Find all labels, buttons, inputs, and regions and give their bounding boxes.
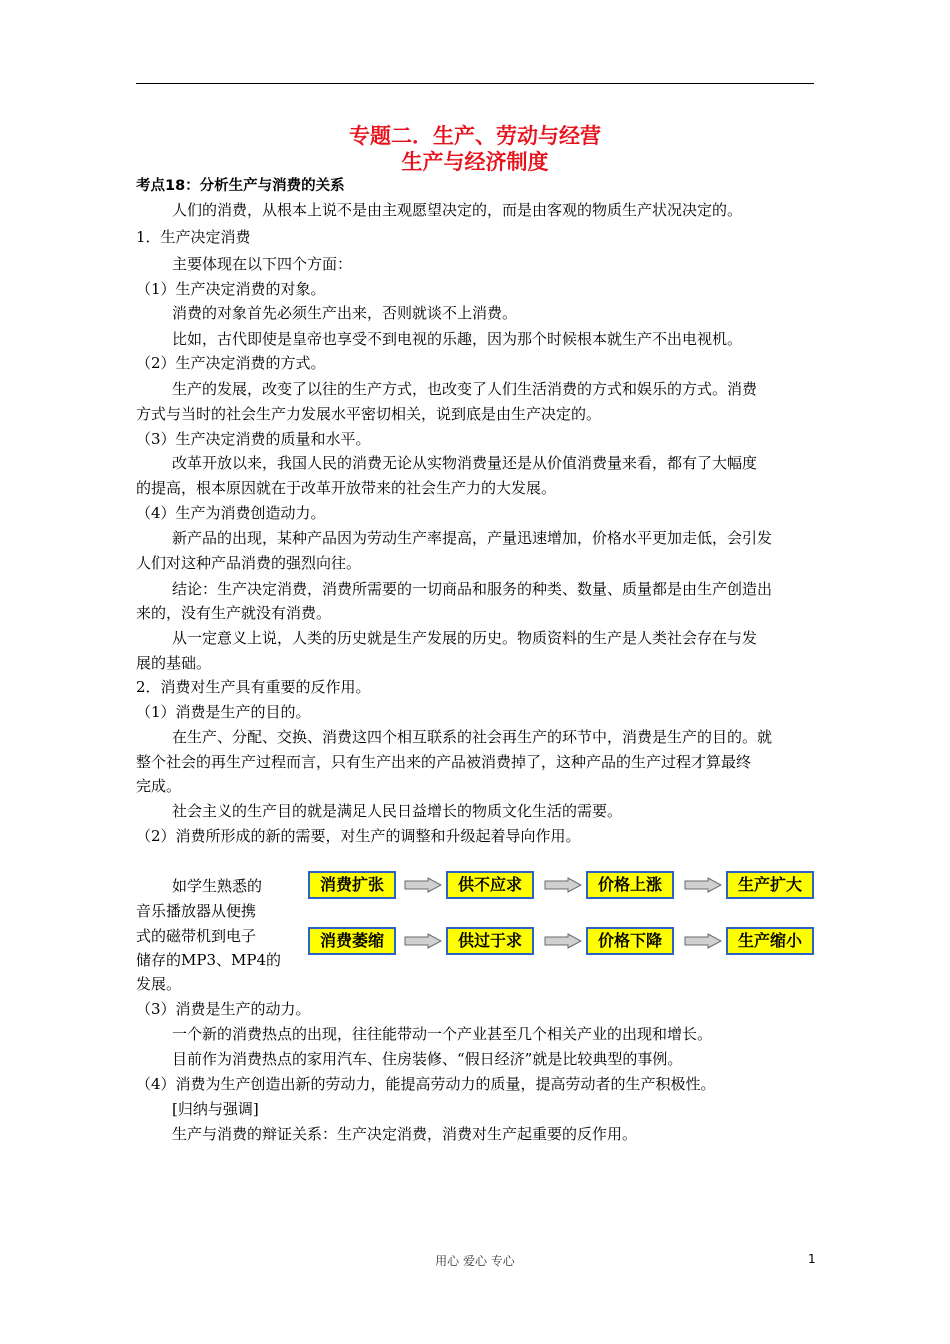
subsection-heading: （3）生产决定消费的质量和水平。 xyxy=(136,430,371,448)
page-number: 1 xyxy=(808,1252,816,1266)
side-text-line: 储存的MP3、MP4的 xyxy=(136,951,281,969)
kaodian-heading: 考点18：分析生产与消费的关系 xyxy=(136,178,345,194)
paragraph-line: 主要体现在以下四个方面： xyxy=(172,255,353,273)
flow-box-supply-exceeds-demand: 供过于求 xyxy=(446,927,534,955)
paragraph-line: 生产的发展，改变了以往的生产方式，也改变了人们生活消费的方式和娱乐的方式。消费 xyxy=(172,380,758,398)
paragraph-line: 人们的消费，从根本上说不是由主观愿望决定的，而是由客观的物质生产状况决定的。 xyxy=(172,201,743,219)
subsection-heading: （2）生产决定消费的方式。 xyxy=(136,354,326,372)
side-text-line: 如学生熟悉的 xyxy=(172,877,263,895)
paragraph-line: 人们对这种产品消费的强烈向往。 xyxy=(136,554,362,572)
arrow-right-icon xyxy=(544,933,582,949)
paragraph-line: 展的基础。 xyxy=(136,654,212,672)
paragraph-line: 社会主义的生产目的就是满足人民日益增长的物质文化生活的需要。 xyxy=(172,802,623,820)
subsection-heading: （3）消费是生产的动力。 xyxy=(136,1000,311,1018)
flow-box-demand-exceeds-supply: 供不应求 xyxy=(446,871,534,899)
paragraph-line: 方式与当时的社会生产力发展水平密切相关，说到底是由生产决定的。 xyxy=(136,405,602,423)
paragraph-line: 的提高，根本原因就在于改革开放带来的社会生产力的大发展。 xyxy=(136,479,557,497)
paragraph-line: 目前作为消费热点的家用汽车、住房装修、“假日经济”就是比较典型的事例。 xyxy=(172,1050,683,1068)
flow-box-production-expand: 生产扩大 xyxy=(726,871,814,899)
section-heading: 2．消费对生产具有重要的反作用。 xyxy=(136,678,371,696)
section-heading: 1．生产决定消费 xyxy=(136,228,251,246)
flow-box-production-shrink: 生产缩小 xyxy=(726,927,814,955)
paragraph-line: 完成。 xyxy=(136,777,182,795)
paragraph-line: 消费的对象首先必须生产出来，否则就谈不上消费。 xyxy=(172,304,518,322)
flow-box-price-rise: 价格上涨 xyxy=(586,871,674,899)
paragraph-line: 在生产、分配、交换、消费这四个相互联系的社会再生产的环节中，消费是生产的目的。就 xyxy=(172,728,773,746)
arrow-right-icon xyxy=(404,877,442,893)
arrow-right-icon xyxy=(684,877,722,893)
subsection-heading: （1）消费是生产的目的。 xyxy=(136,703,311,721)
header-rule xyxy=(136,83,814,84)
paragraph-line: 整个社会的再生产过程而言，只有生产出来的产品被消费掉了，这种产品的生产过程才算最终 xyxy=(136,753,752,771)
subsection-heading: （4）生产为消费创造动力。 xyxy=(136,504,326,522)
flow-box-consumption-expand: 消费扩张 xyxy=(308,871,396,899)
paragraph-line: 结论：生产决定消费，消费所需要的一切商品和服务的种类、数量、质量都是由生产创造出 xyxy=(172,580,773,598)
side-text-line: 音乐播放器从便携 xyxy=(136,902,257,920)
flow-box-consumption-shrink: 消费萎缩 xyxy=(308,927,396,955)
paragraph-line: 改革开放以来，我国人民的消费无论从实物消费量还是从价值消费量来看，都有了大幅度 xyxy=(172,454,758,472)
paragraph-line: 一个新的消费热点的出现，往往能带动一个产业甚至几个相关产业的出现和增长。 xyxy=(172,1025,713,1043)
paragraph-line: 新产品的出现，某种产品因为劳动生产率提高，产量迅速增加，价格水平更加走低，会引发 xyxy=(172,529,773,547)
subsection-heading: （1）生产决定消费的对象。 xyxy=(136,280,326,298)
subsection-heading: （2）消费所形成的新的需要，对生产的调整和升级起着导向作用。 xyxy=(136,827,581,845)
paragraph-line: 来的，没有生产就没有消费。 xyxy=(136,604,332,622)
subsection-heading: （4）消费为生产创造出新的劳动力，能提高劳动力的质量，提高劳动者的生产积极性。 xyxy=(136,1075,716,1093)
side-text-line: 式的磁带机到电子 xyxy=(136,927,257,945)
page-subtitle: 生产与经济制度 xyxy=(401,150,549,174)
arrow-right-icon xyxy=(684,933,722,949)
flow-box-price-fall: 价格下降 xyxy=(586,927,674,955)
arrow-right-icon xyxy=(544,877,582,893)
paragraph-line: 比如，古代即使是皇帝也享受不到电视的乐趣，因为那个时候根本就生产不出电视机。 xyxy=(172,330,743,348)
arrow-right-icon xyxy=(404,933,442,949)
paragraph-line: 生产与消费的辩证关系：生产决定消费，消费对生产起重要的反作用。 xyxy=(172,1125,638,1143)
page-title: 专题二．生产、劳动与经营 xyxy=(349,124,601,148)
paragraph-line: 从一定意义上说，人类的历史就是生产发展的历史。物质资料的生产是人类社会存在与发 xyxy=(172,629,758,647)
summary-label: [归纳与强调] xyxy=(172,1100,259,1118)
side-text-line: 发展。 xyxy=(136,975,182,993)
page-footer: 用心 爱心 专心 xyxy=(435,1254,515,1268)
